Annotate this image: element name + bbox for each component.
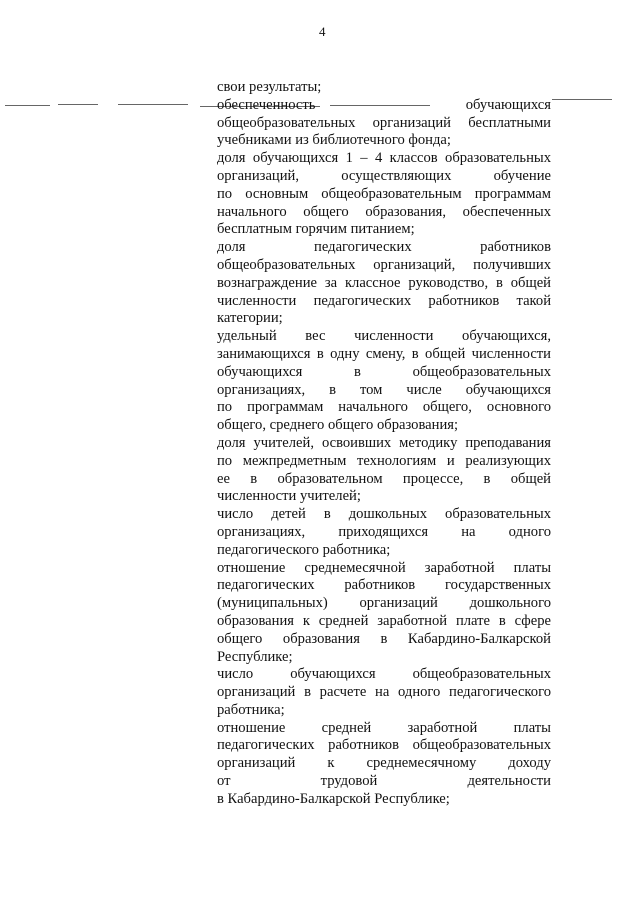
text-line: доля педагогических работников	[217, 239, 551, 256]
text-line: организациях, в том числе обучающихся	[217, 381, 551, 398]
text-line: ее в образовательном процессе, в общей	[217, 470, 551, 487]
text-line: общеобразовательных организаций бесплатными	[217, 114, 551, 131]
text-line: (муниципальных) организаций дошкольного	[217, 595, 551, 612]
text-line: удельный вес численности обучающихся,	[217, 328, 551, 345]
text-line: организаций к среднемесячному доходу	[217, 755, 551, 772]
text-line: категории;	[217, 310, 283, 327]
text-line: педагогических работников государственных	[217, 577, 551, 594]
list-item-paragraph	[217, 97, 551, 150]
list-item-paragraph	[217, 506, 551, 559]
text-line: по межпредметным технологиям и реализующих	[217, 452, 551, 469]
text-line: общего образования в Кабардино-Балкарской	[217, 630, 551, 647]
list-item-paragraph	[217, 79, 551, 97]
list-item-paragraph	[217, 239, 551, 328]
document-body	[217, 79, 551, 809]
text-line: образования к средней заработной плате в сфере	[217, 612, 551, 629]
text-line: доля учителей, освоивших методику преподавания	[217, 434, 551, 451]
text-line: занимающихся в одну смену, в общей численности	[217, 345, 551, 362]
text-line: обучающихся в общеобразовательных	[217, 363, 551, 380]
text-line: начального общего образования, обеспеченных	[217, 203, 551, 220]
list-item-paragraph	[217, 560, 551, 667]
text-line: свои результаты;	[217, 79, 322, 95]
text-line: обеспеченность обучающихся	[217, 96, 551, 113]
text-line: число обучающихся общеобразовательных	[217, 666, 551, 683]
text-line: доля обучающихся 1 – 4 классов образовательных	[217, 150, 551, 167]
list-item-paragraph	[217, 328, 551, 435]
text-line: общего, среднего общего образования;	[217, 417, 459, 434]
text-line: численности учителей;	[217, 488, 361, 505]
text-line: общеобразовательных организаций, получивших	[217, 256, 551, 273]
text-line: бесплатным горячим питанием;	[217, 221, 415, 238]
text-line: отношение средней заработной платы	[217, 719, 551, 736]
text-line: учебниками из библиотечного фонда;	[217, 132, 451, 149]
text-line: число детей в дошкольных образовательных	[217, 506, 551, 523]
list-item-paragraph	[217, 720, 551, 809]
text-line: работника;	[217, 701, 285, 718]
text-line: организациях, приходящихся на одного	[217, 523, 551, 540]
text-line: педагогического работника;	[217, 541, 391, 558]
text-line: организаций, осуществляющих обучение	[217, 167, 551, 184]
text-line: отношение среднемесячной заработной платы	[217, 559, 551, 576]
text-line: педагогических работников общеобразовательных	[217, 737, 551, 754]
list-item-paragraph	[217, 666, 551, 719]
text-line: в Кабардино-Балкарской Республике;	[217, 790, 450, 807]
page-number: 4	[319, 24, 326, 39]
list-item-paragraph	[217, 150, 551, 239]
text-line: Республике;	[217, 648, 293, 665]
text-line: по основным общеобразовательным программам	[217, 185, 551, 202]
text-line: численности педагогических работников такой	[217, 292, 551, 309]
list-item-paragraph	[217, 435, 551, 506]
text-line: вознаграждение за классное руководство, в общей	[217, 274, 551, 291]
text-line: по программам начального общего, основного	[217, 399, 551, 416]
text-line: от трудовой деятельности	[217, 773, 551, 790]
text-line: организаций в расчете на одного педагогического	[217, 684, 551, 701]
